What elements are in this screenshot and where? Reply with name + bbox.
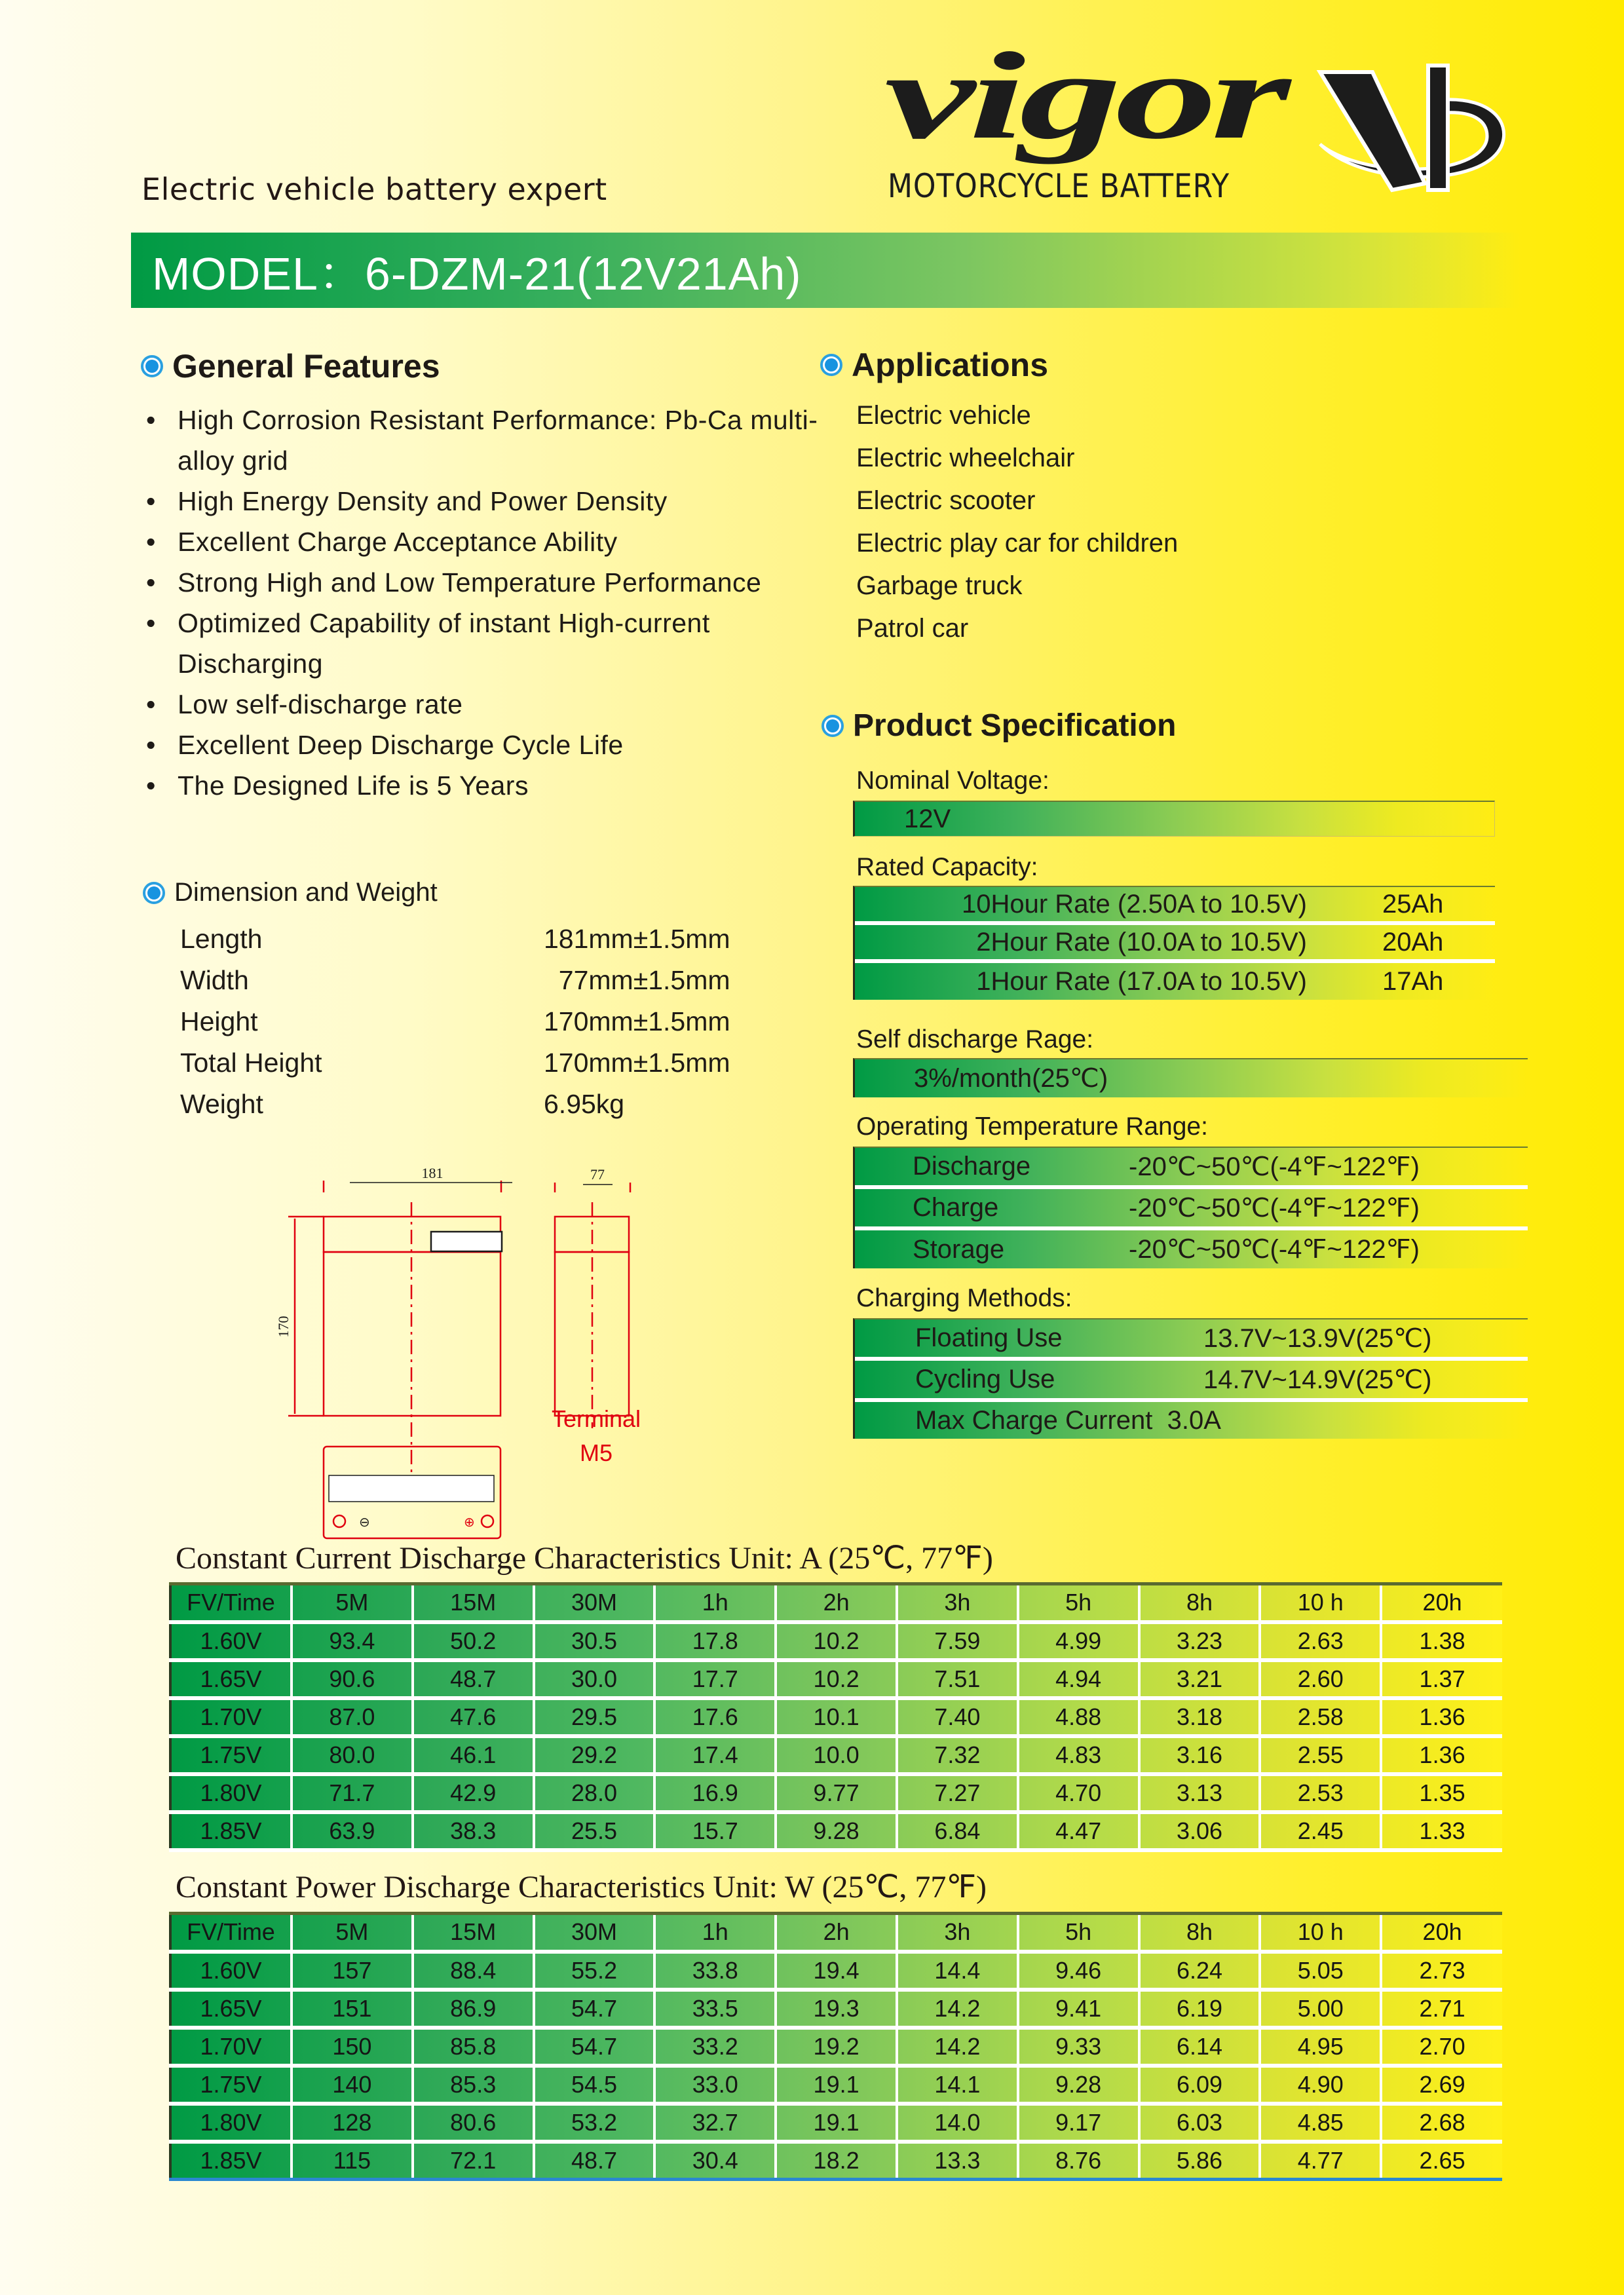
table-cell: 15.7 [654,1812,776,1850]
table-cell: 6.03 [1139,2104,1260,2142]
table-cell: 46.1 [413,1736,534,1774]
table-cell: 28.0 [534,1774,655,1812]
table-cell: 54.7 [534,2028,655,2066]
table-cell: 3.13 [1139,1774,1260,1812]
table-cell: 13.3 [897,2142,1018,2180]
table-cell: 1.75V [170,2066,292,2104]
table-cell: 3.21 [1139,1660,1260,1698]
svg-text:170: 170 [275,1316,292,1338]
table-cell: 6.14 [1139,2028,1260,2066]
svg-text:77: 77 [590,1166,605,1183]
table-header-cell: 5M [292,1584,413,1622]
table-header-cell: 5M [292,1914,413,1952]
table-header-cell: FV/Time [170,1584,292,1622]
table-cell: 1.70V [170,2028,292,2066]
table-cell: 10.1 [776,1698,897,1736]
list-item: Electric vehicle [856,401,1031,430]
table-cell: 2.60 [1260,1660,1381,1698]
table-header-cell: 1h [654,1914,776,1952]
radio-bullet-icon [141,355,163,377]
table-cell: 33.5 [654,1990,776,2028]
table-cell: 54.7 [534,1990,655,2028]
table-cell: 2.65 [1381,2142,1502,2180]
table-cell: 55.2 [534,1952,655,1990]
table-header-row [170,1914,1502,1952]
table-cell: 17.4 [654,1736,776,1774]
general-features-list [141,400,829,806]
table-cell: 1.60V [170,1952,292,1990]
list-item: Electric wheelchair [856,444,1075,472]
table-cell: 32.7 [654,2104,776,2142]
table-header-cell: FV/Time [170,1914,292,1952]
table-header-cell: 8h [1139,1914,1260,1952]
power-discharge-table [169,1912,1502,2181]
table-cell: 72.1 [413,2142,534,2180]
table-header-cell: 5h [1018,1914,1139,1952]
table-cell: 17.6 [654,1698,776,1736]
table-header-cell: 15M [413,1914,534,1952]
table-cell: 2.69 [1381,2066,1502,2104]
table-cell: 1.70V [170,1698,292,1736]
list-item: • The Designed Life is 5 Years [141,765,829,806]
table-cell: 17.7 [654,1660,776,1698]
table-cell: 150 [292,2028,413,2066]
table-cell: 14.2 [897,2028,1018,2066]
table-cell: 6.24 [1139,1952,1260,1990]
table-cell: 2.68 [1381,2104,1502,2142]
table-cell: 33.2 [654,2028,776,2066]
table-cell: 5.00 [1260,1990,1381,2028]
table-cell: 19.1 [776,2066,897,2104]
table-row [170,2028,1502,2066]
current-discharge-table [169,1582,1502,1852]
table-cell: 7.27 [897,1774,1018,1812]
table-cell: 4.70 [1018,1774,1139,1812]
model-label: MODEL：6-DZM-21(12V21Ah) [152,248,802,299]
table-header-cell: 20h [1381,1914,1502,1952]
table-cell: 14.0 [897,2104,1018,2142]
table-cell: 30.5 [534,1622,655,1660]
table-cell: 1.65V [170,1660,292,1698]
table-row [170,1774,1502,1812]
table-header-cell: 15M [413,1584,534,1622]
table-cell: 5.05 [1260,1952,1381,1990]
table-cell: 19.4 [776,1952,897,1990]
table-cell: 16.9 [654,1774,776,1812]
table-cell: 3.16 [1139,1736,1260,1774]
table-cell: 87.0 [292,1698,413,1736]
table-cell: 47.6 [413,1698,534,1736]
table-cell: 7.51 [897,1660,1018,1698]
table-cell: 9.33 [1018,2028,1139,2066]
table-header-cell: 30M [534,1914,655,1952]
table-cell: 33.0 [654,2066,776,2104]
table-cell: 4.47 [1018,1812,1139,1850]
table-cell: 8.76 [1018,2142,1139,2180]
table-row [170,1660,1502,1698]
table-cell: 4.99 [1018,1622,1139,1660]
applications-list [856,394,1178,650]
table-cell: 2.63 [1260,1622,1381,1660]
table-row [170,1698,1502,1736]
list-item: • Strong High and Low Temperature Performance [141,562,829,603]
dimension-row: Height 170mm±1.5mm [180,1006,730,1036]
applications-heading: Applications [820,346,1048,384]
table-cell: 33.8 [654,1952,776,1990]
nominal-voltage-label: Nominal Voltage: [856,767,1049,795]
table-cell: 18.2 [776,2142,897,2180]
table-cell: 53.2 [534,2104,655,2142]
table-header-cell: 2h [776,1584,897,1622]
table-cell: 30.4 [654,2142,776,2180]
table-cell: 17.8 [654,1622,776,1660]
table-cell: 7.32 [897,1736,1018,1774]
table-cell: 86.9 [413,1990,534,2028]
table-row [170,1736,1502,1774]
list-item: • Excellent Charge Acceptance Ability [141,522,829,562]
table-cell: 4.77 [1260,2142,1381,2180]
current-table-title: Constant Current Discharge Characteristics Unit: A (25℃, 77℉) [176,1541,993,1576]
table-cell: 6.09 [1139,2066,1260,2104]
table-cell: 9.41 [1018,1990,1139,2028]
table-cell: 9.28 [1018,2066,1139,2104]
list-item: • Low self-discharge rate [141,684,829,725]
charging-methods-table: Floating Use 13.7V~13.9V(25℃) Cycling Use 14.7V~14.9V(25℃) Max Charge Current 3.0A [853,1318,1528,1439]
list-item: Patrol car [856,614,969,643]
vp-monogram-icon [1294,59,1503,197]
table-cell: 80.0 [292,1736,413,1774]
table-cell: 50.2 [413,1622,534,1660]
terminal-label: Terminal M5 [551,1405,641,1466]
dimension-row: Width 77mm±1.5mm [180,965,730,995]
table-cell: 6.19 [1139,1990,1260,2028]
table-header-cell: 2h [776,1914,897,1952]
table-cell: 9.46 [1018,1952,1139,1990]
list-item: • High Corrosion Resistant Performance: Pb-Ca multi-alloy grid [141,400,829,481]
table-cell: 30.0 [534,1660,655,1698]
nominal-voltage-bar: 12V [853,801,1495,837]
table-cell: 140 [292,2066,413,2104]
table-header-cell: 10 h [1260,1584,1381,1622]
list-item: Electric scooter [856,486,1036,515]
table-row [170,1990,1502,2028]
svg-text:vigor: vigor [884,28,1293,165]
table-cell: 14.1 [897,2066,1018,2104]
table-cell: 4.90 [1260,2066,1381,2104]
table-cell: 42.9 [413,1774,534,1812]
table-cell: 2.73 [1381,1952,1502,1990]
table-cell: 1.80V [170,1774,292,1812]
svg-text:⊕: ⊕ [464,1515,475,1530]
rated-capacity-table: 10Hour Rate (2.50A to 10.5V) 25Ah 2Hour Rate (10.0A to 10.5V) 20Ah 1Hour Rate (17.0A to 10.5V) 17Ah [853,886,1495,1000]
table-cell: 10.2 [776,1660,897,1698]
table-cell: 29.2 [534,1736,655,1774]
table-cell: 4.83 [1018,1736,1139,1774]
table-cell: 19.2 [776,2028,897,2066]
operating-temp-label: Operating Temperature Range: [856,1112,1208,1141]
self-discharge-bar: 3%/month(25℃) [853,1058,1528,1097]
table-header-cell: 8h [1139,1584,1260,1622]
list-item: Garbage truck [856,571,1023,600]
model-banner [131,233,1520,308]
table-cell: 54.5 [534,2066,655,2104]
operating-temp-table: Discharge -20℃~50℃(-4℉~122℉) Charge -20℃~50℃(-4℉~122℉) Storage -20℃~50℃(-4℉~122℉) [853,1147,1528,1268]
table-cell: 2.45 [1260,1812,1381,1850]
table-cell: 4.88 [1018,1698,1139,1736]
table-cell: 14.4 [897,1952,1018,1990]
table-cell: 2.53 [1260,1774,1381,1812]
table-cell: 2.70 [1381,2028,1502,2066]
general-features-heading: General Features [141,347,440,385]
table-header-cell: 10 h [1260,1914,1381,1952]
table-cell: 10.2 [776,1622,897,1660]
tagline: Electric vehicle battery expert [142,172,607,207]
dimension-row: Length 181mm±1.5mm [180,924,730,954]
table-row [170,1622,1502,1660]
table-cell: 90.6 [292,1660,413,1698]
table-cell: 9.17 [1018,2104,1139,2142]
svg-text:⊖: ⊖ [359,1515,370,1530]
table-cell: 4.95 [1260,2028,1381,2066]
table-cell: 9.28 [776,1812,897,1850]
table-cell: 1.60V [170,1622,292,1660]
table-row [170,2142,1502,2180]
table-cell: 63.9 [292,1812,413,1850]
table-cell: 1.65V [170,1990,292,2028]
table-cell: 1.80V [170,2104,292,2142]
dimension-row: Total Height 170mm±1.5mm [180,1048,730,1078]
table-cell: 80.6 [413,2104,534,2142]
table-cell: 7.59 [897,1622,1018,1660]
self-discharge-label: Self discharge Rage: [856,1025,1094,1053]
list-item: • Optimized Capability of instant High-current Discharging [141,603,829,684]
table-cell: 128 [292,2104,413,2142]
table-cell: 2.58 [1260,1698,1381,1736]
table-cell: 38.3 [413,1812,534,1850]
table-cell: 7.40 [897,1698,1018,1736]
table-cell: 3.18 [1139,1698,1260,1736]
table-cell: 10.0 [776,1736,897,1774]
dimension-heading: Dimension and Weight [143,878,438,907]
table-header-cell: 5h [1018,1584,1139,1622]
list-item: Electric play car for children [856,529,1179,558]
table-cell: 4.85 [1260,2104,1381,2142]
table-row [170,2104,1502,2142]
table-cell: 19.1 [776,2104,897,2142]
dimension-table [180,919,730,1125]
table-cell: 1.36 [1381,1698,1502,1736]
table-cell: 3.06 [1139,1812,1260,1850]
table-row [170,2066,1502,2104]
power-table-title: Constant Power Discharge Characteristics Unit: W (25℃, 77℉) [176,1870,987,1905]
table-cell: 9.77 [776,1774,897,1812]
brand-subtitle: MOTORCYCLE BATTERY [888,167,1230,205]
table-header-cell: 20h [1381,1584,1502,1622]
table-cell: 19.3 [776,1990,897,2028]
table-cell: 1.75V [170,1736,292,1774]
rated-capacity-label: Rated Capacity: [856,853,1038,881]
table-cell: 48.7 [413,1660,534,1698]
vigor-wordmark-logo [884,28,1293,165]
table-cell: 71.7 [292,1774,413,1812]
table-row [170,1952,1502,1990]
table-row [170,1812,1502,1850]
table-cell: 2.71 [1381,1990,1502,2028]
table-cell: 1.36 [1381,1736,1502,1774]
radio-bullet-icon [821,715,844,737]
product-spec-heading: Product Specification [821,708,1176,744]
charging-methods-label: Charging Methods: [856,1284,1072,1312]
table-cell: 93.4 [292,1622,413,1660]
table-cell: 1.85V [170,2142,292,2180]
table-cell: 4.94 [1018,1660,1139,1698]
table-header-row [170,1584,1502,1622]
table-cell: 2.55 [1260,1736,1381,1774]
radio-bullet-icon [820,354,842,376]
table-cell: 5.86 [1139,2142,1260,2180]
table-cell: 25.5 [534,1812,655,1850]
table-header-cell: 30M [534,1584,655,1622]
table-cell: 85.3 [413,2066,534,2104]
table-header-cell: 3h [897,1584,1018,1622]
table-cell: 48.7 [534,2142,655,2180]
svg-text:181: 181 [421,1165,444,1181]
table-cell: 157 [292,1952,413,1990]
dimension-row: Weight 6.95kg [180,1089,625,1119]
table-cell: 29.5 [534,1698,655,1736]
table-cell: 115 [292,2142,413,2180]
table-cell: 1.33 [1381,1812,1502,1850]
table-cell: 6.84 [897,1812,1018,1850]
radio-bullet-icon [143,882,165,904]
table-cell: 151 [292,1990,413,2028]
list-item: • Excellent Deep Discharge Cycle Life [141,725,829,765]
table-cell: 1.35 [1381,1774,1502,1812]
table-header-cell: 3h [897,1914,1018,1952]
table-cell: 1.38 [1381,1622,1502,1660]
table-cell: 88.4 [413,1952,534,1990]
table-cell: 85.8 [413,2028,534,2066]
table-cell: 3.23 [1139,1622,1260,1660]
table-header-cell: 1h [654,1584,776,1622]
list-item: • High Energy Density and Power Density [141,481,829,522]
table-cell: 14.2 [897,1990,1018,2028]
table-cell: 1.85V [170,1812,292,1850]
table-cell: 1.37 [1381,1660,1502,1698]
